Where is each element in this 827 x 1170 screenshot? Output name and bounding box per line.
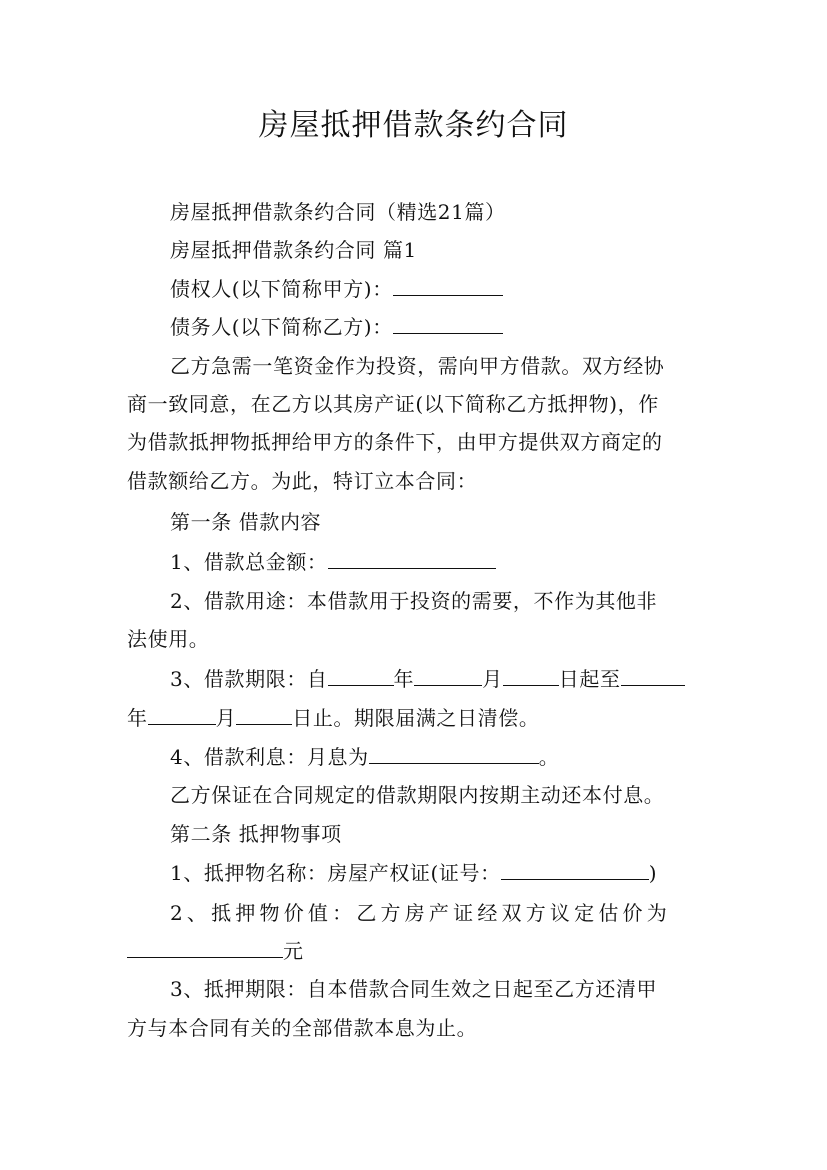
clause-line: 1、抵押物名称：房屋产权证(证号： ): [170, 861, 658, 885]
amount-blank: [328, 550, 496, 569]
date-blank: [328, 667, 394, 686]
clause-line: 元: [127, 936, 707, 966]
paragraph-line: 商一致同意，在乙方以其房产证(以下简称乙方抵押物)，作: [127, 392, 659, 416]
clause-line: 方与本合同有关的全部借款本息为止。: [127, 1016, 478, 1040]
creditor-blank: [393, 277, 503, 296]
value-blank: [127, 939, 283, 958]
debtor-blank: [393, 315, 503, 334]
clause-line: 2、抵押物价值：乙方房产证经双方议定估价为: [170, 901, 671, 925]
date-blank: [236, 706, 292, 725]
paragraph-line: 为借款抵押物抵押给甲方的条件下，由甲方提供双方商定的: [127, 430, 663, 454]
clause-line: 2、借款用途：本借款用于投资的需要，不作为其他非: [170, 589, 658, 613]
clause-line: 法使用。: [127, 627, 210, 651]
paragraph-line: 乙方急需一笔资金作为投资，需向甲方借款。双方经协: [170, 354, 665, 378]
article-heading: 第二条 抵押物事项: [170, 822, 342, 846]
date-blank: [503, 667, 559, 686]
interest-blank: [369, 745, 539, 764]
clause-line: 3、抵押期限：自本借款合同生效之日起至乙方还清甲: [170, 977, 658, 1001]
debtor-line: 债务人(以下简称乙方)：: [170, 312, 710, 342]
subtitle-line: 房屋抵押借款条约合同（精选21篇）: [170, 200, 506, 224]
date-blank: [621, 667, 685, 686]
term-line: 年 月 日止。期限届满之日清偿。: [127, 706, 540, 730]
paragraph-line: 借款额给乙方。为此，特订立本合同：: [127, 469, 478, 493]
creditor-line: 债权人(以下简称甲方)：: [170, 274, 710, 304]
date-blank: [148, 706, 216, 725]
paragraph-line: 乙方保证在合同规定的借款期限内按期主动还本付息。: [170, 783, 665, 807]
term-line: 3、借款期限：自 年 月 日起至: [170, 664, 710, 694]
clause-line: 1、借款总金额：: [170, 547, 710, 577]
article-heading: 第一条 借款内容: [170, 510, 322, 534]
interest-line: 4、借款利息：月息为 。: [170, 745, 560, 769]
certificate-number-blank: [501, 861, 649, 880]
date-blank: [414, 667, 482, 686]
document-title: 房屋抵押借款条约合同: [258, 108, 569, 143]
section-heading: 房屋抵押借款条约合同 篇1: [170, 238, 417, 262]
